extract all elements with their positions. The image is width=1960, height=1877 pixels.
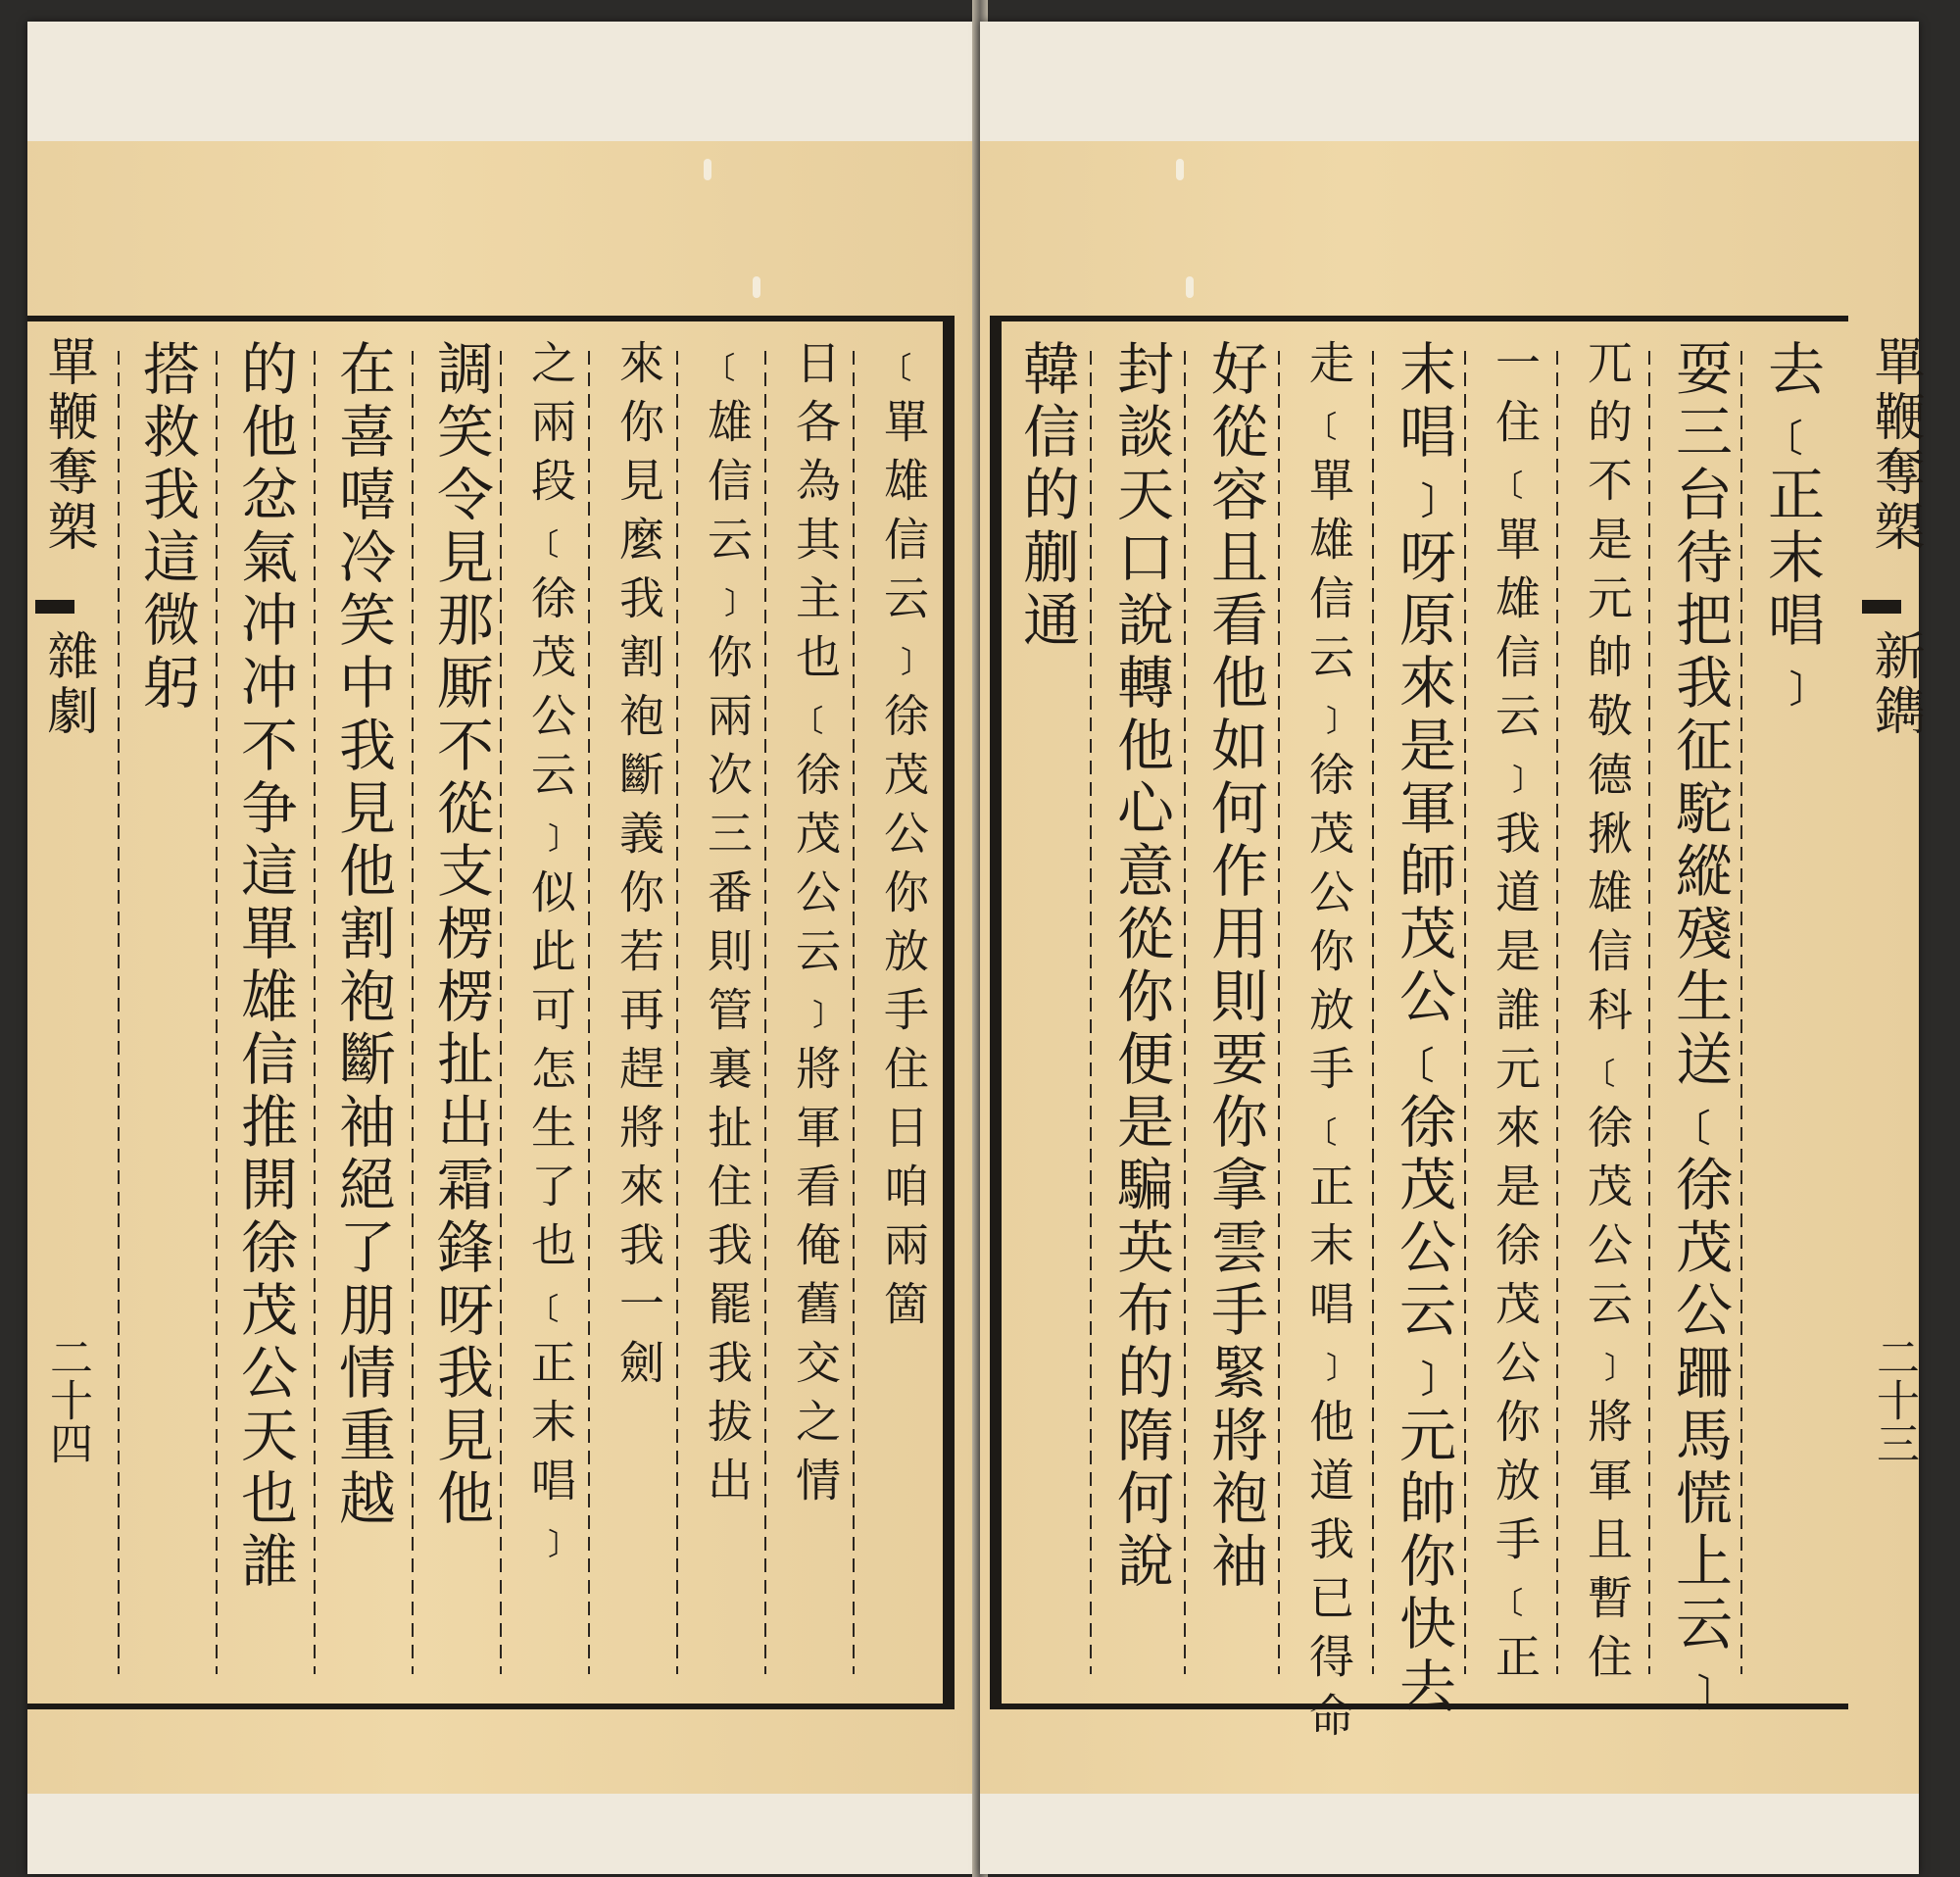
column-rule (314, 351, 316, 1674)
text-column: 日各為其主也﹝徐茂公云﹞將軍看俺舊交之情 (789, 339, 842, 1515)
text-frame (990, 316, 1848, 1751)
binding-hole (1186, 276, 1194, 298)
column-rule (1464, 351, 1466, 1674)
margin-title: 單鞭奪槊 (1865, 335, 1924, 555)
text-column: 搭救我這微躬 (133, 339, 200, 716)
binding-hole (753, 276, 760, 298)
column-rule (118, 351, 120, 1674)
text-column: 來你見麼我割袍斷義你若再趕將來我一劍 (612, 339, 665, 1398)
folio-number: 二十四 (42, 1335, 92, 1464)
text-column: 之兩段﹝徐茂公云﹞似此可怎生了也﹝正末唱﹞ (524, 339, 577, 1574)
column-rule (1740, 351, 1742, 1674)
left-margin-strip (27, 316, 97, 1698)
text-column: 韓信的蒯通 (1013, 339, 1080, 653)
right-page (980, 22, 1924, 1874)
text-column: 封談天口說轉他心意從你便是騙英布的隋何說 (1107, 339, 1174, 1594)
text-column: 調笑令見那厮不從支楞楞扯出霜鋒呀我見他 (427, 339, 494, 1531)
text-column: 走﹝單雄信云﹞徐茂公你放手﹝正末唱﹞他道我已得命 (1302, 339, 1355, 1751)
margin-subtitle: 新鐫 (1865, 629, 1924, 739)
column-rule (1278, 351, 1280, 1674)
column-rule (1648, 351, 1650, 1674)
column-rule (1556, 351, 1558, 1674)
text-column: ﹝單雄信云﹞徐茂公你放手住日咱兩箇 (877, 339, 930, 1339)
text-column: 末唱﹞呀原來是軍師茂公﹝徐茂公云﹞元帥你快去 (1390, 339, 1456, 1719)
column-rule (216, 351, 218, 1674)
text-column: 在喜嘻冷笑中我見他割袍斷袖絕了朋情重越 (329, 339, 396, 1531)
column-rule (1090, 351, 1092, 1674)
left-page (27, 22, 980, 1874)
binding-hole (704, 159, 711, 180)
column-rule (412, 351, 414, 1674)
column-rule (1372, 351, 1374, 1674)
fishtail-mark (1862, 600, 1901, 614)
text-column: 兀的不是元帥敬德揪雄信科﹝徐茂公云﹞將軍且暫住 (1581, 339, 1634, 1692)
text-column: 耍三台待把我征駝縱殘生送﹝徐茂公跚馬慌上云﹞ (1666, 339, 1733, 1719)
text-frame (27, 316, 955, 1709)
column-rule (500, 351, 502, 1674)
binding-hole (1176, 159, 1184, 180)
margin-title: 單鞭奪槊 (38, 335, 97, 555)
frame-border (994, 321, 1002, 1704)
text-column: 一住﹝單雄信云﹞我道是誰元來是徐茂公你放手﹝正 (1489, 339, 1542, 1692)
column-rule (1184, 351, 1186, 1674)
text-column: 去﹝正末唱﹞ (1758, 339, 1825, 716)
right-margin-strip (1852, 316, 1924, 1698)
text-column: ﹝雄信云﹞你兩次三番則管裏扯住我罷我拔出 (701, 339, 754, 1515)
fishtail-mark (35, 600, 74, 614)
text-column: 好從容且看他如何作用則要你拿雲手緊將袍袖 (1201, 339, 1268, 1594)
text-column: 的他忿氣冲冲不争這單雄信推開徐茂公天也誰 (231, 339, 298, 1594)
frame-border (943, 321, 951, 1704)
margin-subtitle: 雜劇 (38, 629, 97, 739)
folio-number: 二十三 (1869, 1335, 1919, 1464)
